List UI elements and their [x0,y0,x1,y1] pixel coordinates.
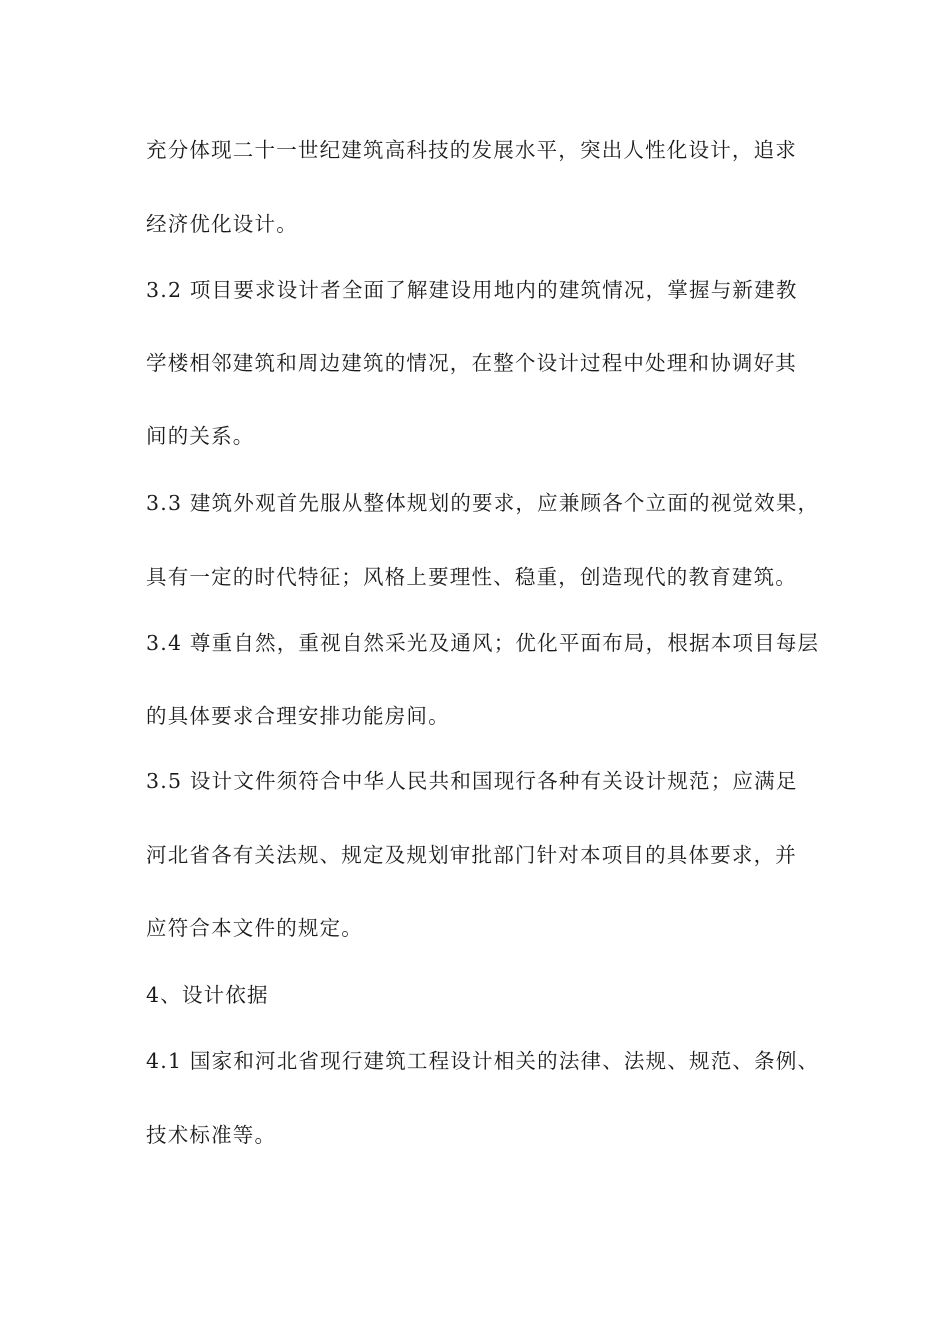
section-3-3-line: 3.3 建筑外观首先服从整体规划的要求，应兼顾各个立面的视觉效果， [146,491,820,515]
paragraph-line: 应符合本文件的规定。 [146,916,363,940]
paragraph-line: 经济优化设计。 [146,212,298,236]
section-3-5-line: 3.5 设计文件须符合中华人民共和国现行各种有关设计规范；应满足 [146,769,798,793]
paragraph-line: 充分体现二十一世纪建筑高科技的发展水平，突出人性化设计，追求 [146,138,797,162]
paragraph-line: 学楼相邻建筑和周边建筑的情况，在整个设计过程中处理和协调好其 [146,351,797,375]
paragraph-line: 间的关系。 [146,424,255,448]
paragraph-line: 的具体要求合理安排功能房间。 [146,704,450,728]
section-3-2-line: 3.2 项目要求设计者全面了解建设用地内的建筑情况，掌握与新建教 [146,278,798,302]
section-4-heading: 4、设计依据 [146,983,269,1007]
paragraph-line: 具有一定的时代特征；风格上要理性、稳重，创造现代的教育建筑。 [146,565,797,589]
section-3-4-line: 3.4 尊重自然，重视自然采光及通风；优化平面布局，根据本项目每层 [146,631,820,655]
section-4-1-line: 4.1 国家和河北省现行建筑工程设计相关的法律、法规、规范、条例、 [146,1049,820,1073]
paragraph-line: 技术标准等。 [146,1123,277,1147]
paragraph-line: 河北省各有关法规、规定及规划审批部门针对本项目的具体要求，并 [146,843,797,867]
